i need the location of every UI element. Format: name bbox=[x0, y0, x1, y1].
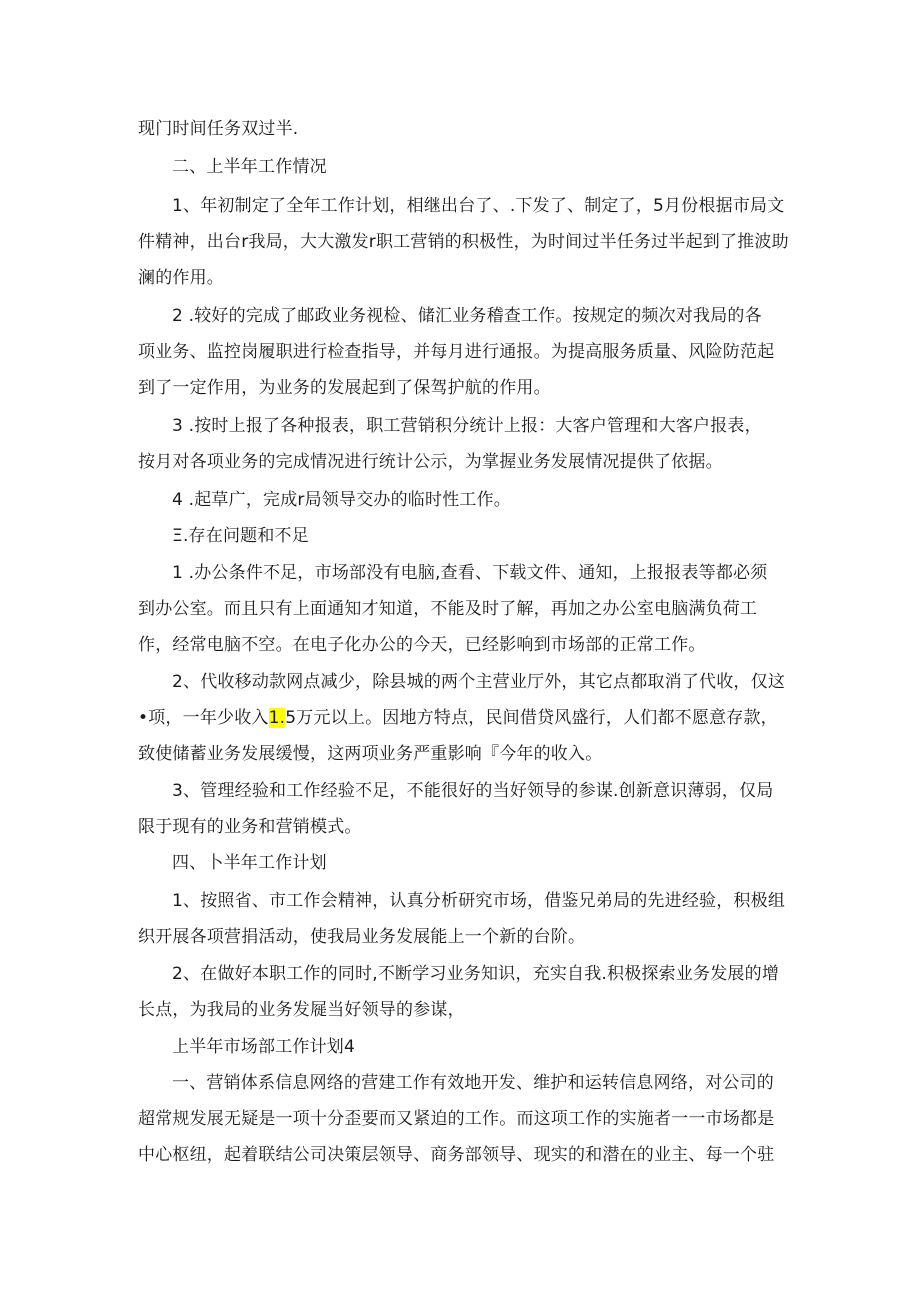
text-line: 1、按照省、市工作会精神，认真分析研究市场，借鉴兄弟局的先进经验，积极组 bbox=[172, 891, 786, 911]
text-line: 3 .按时上报了各种报表，职工营销积分统计上报：大客户管理和大客户报表， bbox=[172, 416, 762, 436]
section-heading: 四、卜半年工作计划 bbox=[172, 853, 327, 873]
text-line: 1、年初制定了全年工作计划，相继出台了、.下发了、制定了，5月份根据市局文 bbox=[172, 196, 785, 216]
text-line: 中心枢纽，起着联结公司决策层领导、商务部领导、现实的和潜在的业主、每一个驻 bbox=[138, 1145, 775, 1165]
section-heading: 二、上半年工作情况 bbox=[172, 157, 327, 177]
text-line bbox=[138, 708, 778, 728]
text-line: 长点，为我局的业务发屣当好领导的参谋， bbox=[138, 1000, 465, 1020]
text-line: 织开展各项营捐活动，使我局业务发展能上一个新的台阶。 bbox=[138, 927, 586, 947]
text-line: 件精神，出台r我局，大大激发r职工营销的积极性，为时间过半任务过半起到了推波助 bbox=[138, 232, 789, 252]
document-title: 上半年市场部工作计划4 bbox=[172, 1037, 356, 1057]
text-line: 到了一定作用，为业务的发展起到了保驾护航的作用。 bbox=[138, 378, 551, 398]
text-line: 超常规发展无疑是一项十分歪要而又紧迫的工作。而这项工作的实施者一一市场都是 bbox=[138, 1109, 775, 1129]
text-line: 限于现有的业务和营销模式。 bbox=[138, 817, 362, 837]
highlighted-text: 1. bbox=[268, 708, 286, 728]
section-heading: Ξ.存在问题和不足 bbox=[172, 526, 309, 546]
text-line: 2、在做好本职工作的同时,不断学习业务知识，充实自我.积极探索业务发展的增 bbox=[172, 964, 780, 984]
text-line: 按月对各项业务的完成情况进行统计公示，为掌握业务发展情况提供了依据。 bbox=[138, 452, 723, 472]
text-line: 4 .起草广，完成r局领导交办的临时性工作。 bbox=[172, 490, 512, 510]
text-segment: •项，一年少收入 bbox=[138, 708, 269, 728]
text-line: 到办公室。而且只有上面通知才知道，不能及时了解，再加之办公室电脑满负荷工 bbox=[138, 599, 758, 619]
text-line: 1 .办公条件不足，市场部没有电脑,查看、下载文件、通知，上报报表等都必须 bbox=[172, 563, 768, 583]
text-line: 澜的作用。 bbox=[138, 268, 224, 288]
text-line: 作，经常电脑不空。在电子化办公的今天，已经影响到市场部的正常工作。 bbox=[138, 635, 706, 655]
text-line: 2 .较好的完成了邮政业务视检、储汇业务稽查工作。按规定的频次对我局的各 bbox=[172, 306, 762, 326]
text-line: 一、营销体系信息网络的营建工作有效地开发、维护和运转信息网络，对公司的 bbox=[172, 1073, 774, 1093]
text-line: 2、代收移动款网点减少，除县城的两个主营业厅外，其它点都取消了代收，仅这 bbox=[172, 672, 786, 692]
text-line: 项业务、监控岗履职进行检查指导，并每月进行通报。为提高服务质量、风险防范起 bbox=[138, 342, 775, 362]
text-line: 现门时间任务双过半. bbox=[138, 119, 299, 139]
text-line: 3、管理经验和工作经验不足，不能很好的当好领导的参谋.创新意识薄弱，仅局 bbox=[172, 781, 774, 801]
text-segment: 5万元以上。因地方特点，民间借贷风盛行，人们都不愿意存款， bbox=[285, 708, 778, 728]
text-line: 致使储蓄业务发展缓慢，这两项业务严重影响『今年的收入。 bbox=[138, 744, 603, 764]
